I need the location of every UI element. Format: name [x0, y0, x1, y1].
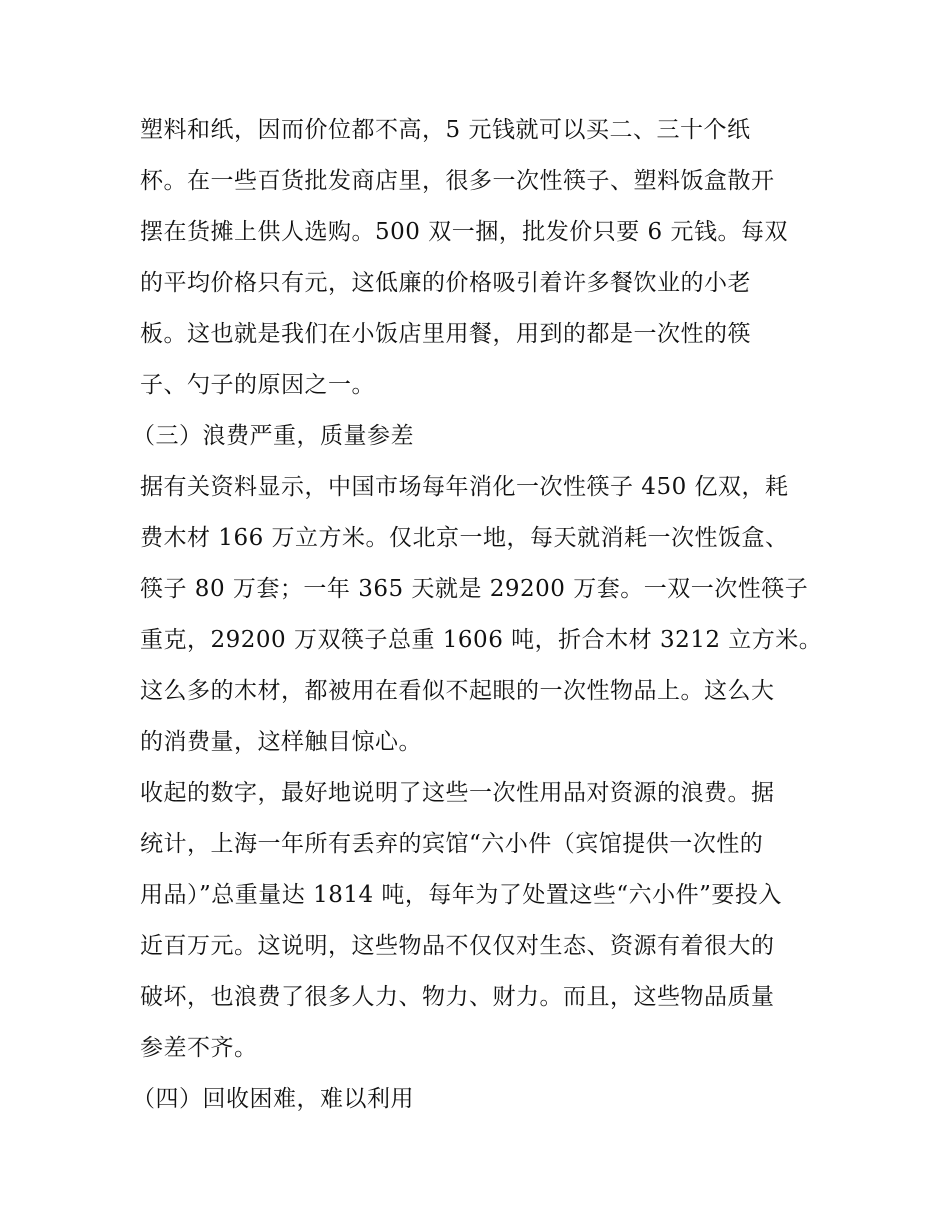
text-line: 子、勺子的原因之一。 — [140, 372, 375, 398]
text-line: 统计，上海一年所有丢弃的宾馆“六小件（宾馆提供一次性的 — [140, 831, 764, 857]
text-line: 塑料和纸，因而价位都不高，5 元钱就可以买二、三十个纸 — [140, 117, 751, 143]
text-line: 收起的数字，最好地说明了这些一次性用品对资源的浪费。据 — [140, 780, 775, 806]
text-line: 这么多的木材，都被用在看似不起眼的一次性物品上。这么大 — [140, 678, 775, 704]
section-heading: （四）回收困难，难以利用 — [132, 1086, 414, 1112]
document-body — [132, 105, 823, 1125]
text-line: 据有关资料显示，中国市场每年消化一次性筷子 450 亿双，耗 — [140, 474, 789, 500]
text-line: 板。这也就是我们在小饭店里用餐，用到的都是一次性的筷 — [140, 321, 751, 347]
text-line: 摆在货摊上供人选购。500 双一捆，批发价只要 6 元钱。每双 — [140, 219, 788, 245]
text-line: 用品）”总重量达 1814 吨，每年为了处置这些“六小件”要投入 — [140, 882, 782, 908]
text-line: 筷子 80 万套；一年 365 天就是 29200 万套。一双一次性筷子 — [140, 576, 809, 602]
text-line: 的平均价格只有元，这低廉的价格吸引着许多餐饮业的小老 — [140, 270, 751, 296]
text-line: 近百万元。这说明，这些物品不仅仅对生态、资源有着很大的 — [140, 933, 775, 959]
text-line: 参差不齐。 — [140, 1035, 258, 1061]
text-line: 重克，29200 万双筷子总重 1606 吨，折合木材 3212 立方米。 — [140, 627, 823, 653]
text-line: 的消费量，这样触目惊心。 — [140, 729, 422, 755]
text-line: 费木材 166 万立方米。仅北京一地，每天就消耗一次性饭盒、 — [140, 525, 789, 551]
section-heading: （三）浪费严重，质量参差 — [132, 423, 414, 449]
text-line: 破坏，也浪费了很多人力、物力、财力。而且，这些物品质量 — [140, 984, 775, 1010]
text-line: 杯。在一些百货批发商店里，很多一次性筷子、塑料饭盒散开 — [140, 168, 775, 194]
